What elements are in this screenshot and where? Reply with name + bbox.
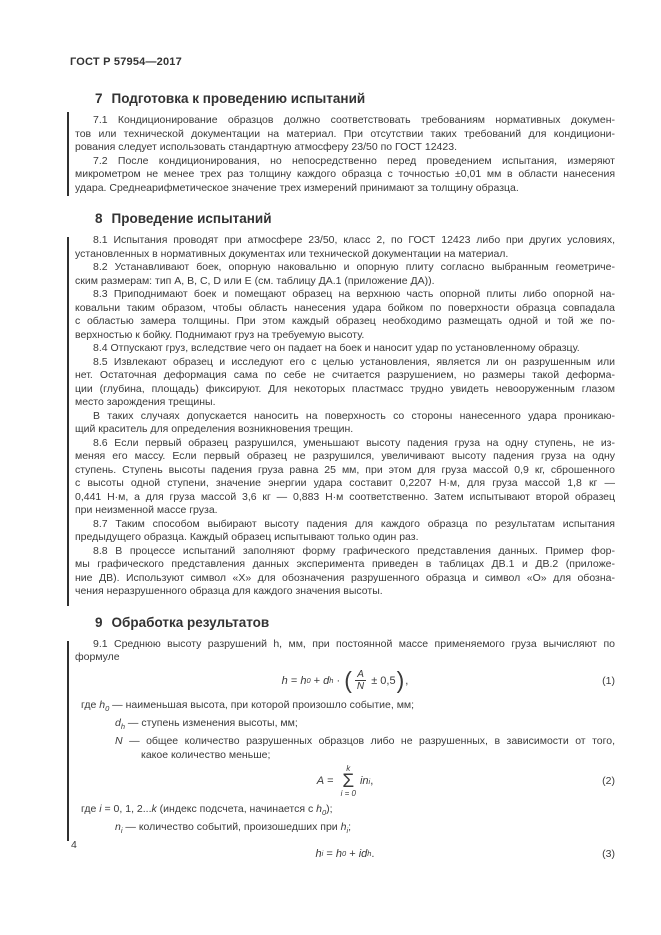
paragraph-line: 9.1 Среднюю высоту разрушений h, мм, при постоянной массе применяемого груза вычисляют по bbox=[93, 637, 615, 650]
section-heading-9: 9 Обработка результатов bbox=[95, 614, 270, 630]
section-9 bbox=[75, 615, 615, 867]
paragraph-line: мы графического представления данных эксперимента приведен в таблицах ДВ.1 и ДВ.2 (приложе- bbox=[75, 558, 615, 570]
paragraph bbox=[75, 545, 615, 599]
formula-body: A = k Σ i = 0 i n i , bbox=[316, 763, 374, 798]
where-list bbox=[75, 698, 615, 762]
section-7 bbox=[75, 91, 615, 195]
fraction: $\frac{A}{N}$ bbox=[356, 668, 365, 692]
paragraph-line: при неизменной массе груза. bbox=[75, 504, 218, 516]
paragraph-line: В таких случаях допускается наносить на поверхность со стороны нанесенного удара проникаю- bbox=[93, 409, 615, 422]
paragraph bbox=[75, 437, 615, 518]
paragraph-line: установленных в нормативных документах или технической документации на материал. bbox=[75, 247, 509, 260]
paragraph-line: 8.4 Отпускают груз, вследствие чего он падает на боек и наносит удар по установленному образцу. bbox=[93, 342, 580, 354]
change-bar-2 bbox=[67, 237, 69, 606]
where-list bbox=[75, 802, 615, 838]
paragraph-line: 8.3 Приподнимают боек и помещают образец на верхнюю часть опорной плиты либо опорной на- bbox=[93, 288, 615, 300]
paragraph-line: 8.1 Испытания проводят при атмосфере 23/50, класс 2, по ГОСТ 12423 либо при других условиях, bbox=[93, 234, 615, 246]
paragraph bbox=[75, 638, 615, 665]
big-paren: ( bbox=[344, 667, 352, 693]
paragraph-line: с областью замера толщины. При этом каждый образец необходимо размещать одной и той же по- bbox=[75, 315, 615, 327]
paragraph-line: ским размерам: тип A, B, C, D или E (см. таблицу ДА.1 (приложение ДА)). bbox=[75, 274, 435, 287]
paragraph-line: место зарождения трещины. bbox=[75, 396, 216, 408]
paragraph-line: 8.5 Извлекают образец и исследуют его с целью установления, является ли он разрушенным или bbox=[93, 355, 615, 368]
paragraph-line: с высоты одной ступени, значение энергии удара составит 0,2207 Н·м, для груза массой 1,8 кг — bbox=[75, 477, 615, 489]
standard-code-header: ГОСТ Р 57954—2017 bbox=[70, 56, 182, 68]
where-line: где i = 0, 1, 2...k (индекс подсчета, начинается с $h_0$); bbox=[81, 802, 333, 817]
change-bar-1 bbox=[67, 112, 69, 196]
paragraph-line: 7.2 После кондиционирования, но непосредственно перед проведением испытания, измеряют bbox=[93, 154, 615, 167]
formula bbox=[75, 841, 615, 867]
paragraph-line: 8.8 В процессе испытаний заполняют форму графического представления данных. Пример фор- bbox=[93, 544, 615, 557]
paragraph-line: ние ДВ). Используют символ «X» для обозначения разрушенного образца и символ «О» для обозна- bbox=[75, 571, 615, 584]
paragraph-line: 8.6 Если первый образец разрушился, уменьшают высоту падения груза на одну ступень, не из- bbox=[93, 436, 615, 449]
document-body bbox=[75, 91, 615, 871]
paragraph-line: ковальни таким образом, чтобы область нанесения удара бойком по поверхности образца совпадала bbox=[75, 301, 615, 314]
big-paren: ) bbox=[396, 667, 405, 693]
formula bbox=[75, 765, 615, 798]
paragraph bbox=[75, 261, 615, 288]
paragraph bbox=[75, 234, 615, 261]
formula-body: h i = h 0 + id h . bbox=[315, 847, 375, 860]
where-line: N — общее количество разрушенных образцов либо не разрушенных, в зависимости от того, bbox=[115, 734, 615, 747]
paragraph-line: 0,441 Н·м, а для груза массой 3,6 кг — 0,883 Н·м соответственно. Затем испытывают второй образец bbox=[75, 490, 615, 503]
paragraph-line: предыдущего образца. Каждый образец испытывают только один раз. bbox=[75, 531, 419, 543]
page-number: 4 bbox=[71, 839, 77, 851]
paragraph bbox=[75, 342, 615, 356]
paragraph-line: нет. Остаточная деформация сама по себе не считается разрушением, но размеры такой деформа- bbox=[75, 369, 615, 381]
paragraph bbox=[75, 288, 615, 342]
formula-body: h = h 0 + d h · ( $\frac{A}{N}$ ± 0,5 ) , bbox=[281, 667, 409, 693]
summation-sign: k Σ i = 0 bbox=[340, 763, 356, 798]
change-bar-3 bbox=[67, 641, 69, 841]
formula bbox=[75, 668, 615, 694]
paragraph-line: верхностью к бойку. Поднимают груз на требуемую высоту. bbox=[75, 328, 365, 341]
paragraph-line: удара. Среднеарифметическое значение трех измерений принимают за толщину образца. bbox=[75, 181, 519, 194]
paragraph bbox=[75, 155, 615, 196]
paragraph-line: рования следует использовать стандартную атмосферу 23/50 по ГОСТ 12423. bbox=[75, 141, 457, 153]
paragraph-line: 8.7 Таким способом выбирают высоту падения для каждого образца по результатам испытания bbox=[93, 517, 615, 530]
where-line: где $h_0$ — наименьшая высота, при которой произошло событие, мм; bbox=[81, 698, 415, 713]
paragraph-line: тов или технической документации на материал. При отсутствии таких требований для кондициони- bbox=[75, 127, 615, 140]
where-line: $n_i$ — количество событий, произошедших при $h_i$; bbox=[115, 820, 352, 835]
formula-number: (2) bbox=[602, 775, 615, 788]
paragraph-line: 7.1 Кондиционирование образцов должно соответствовать требованиям нормативных докумен- bbox=[93, 114, 615, 126]
paragraph-line: 8.2 Устанавливают боек, опорную наковальню и опорную плиту согласно выбранным геометриче- bbox=[93, 261, 615, 273]
paragraph bbox=[75, 114, 615, 155]
paragraph bbox=[75, 356, 615, 410]
formula-number: (1) bbox=[602, 674, 615, 687]
section-heading-8: 8 Проведение испытаний bbox=[95, 211, 272, 226]
where-line: какое количество меньше; bbox=[141, 748, 271, 761]
paragraph-line: ступень. Ступень высоты падения груза равна 25 мм, при этом для груза массой 0,9 кг, сброшенного bbox=[75, 463, 615, 476]
where-line: $d_h$ — ступень изменения высоты, мм; bbox=[115, 716, 298, 731]
formula-number: (3) bbox=[602, 847, 615, 860]
paragraph-line: ции (глубина, площадь) фиксируют. Для некоторых пластмасс трудно увидеть невооруженным глазом bbox=[75, 382, 615, 395]
paragraph-line: формуле bbox=[75, 651, 120, 663]
paragraph-line: чения неразрушенного образца для каждого значения высоты. bbox=[75, 585, 383, 597]
paragraph-line: микрометром не менее трех раз толщину каждого образца с точностью ±0,01 мм в области нанесения bbox=[75, 168, 615, 180]
paragraph-line: меняя его массу. Если первый образец не разрушился, увеличивают высоту падения груза на одну bbox=[75, 450, 615, 462]
paragraph bbox=[75, 410, 615, 437]
section-heading-7: 7 Подготовка к проведению испытаний bbox=[95, 91, 366, 106]
paragraph bbox=[75, 518, 615, 545]
section-8 bbox=[75, 211, 615, 599]
paragraph-line: щий краситель для определения возникновения трещин. bbox=[75, 423, 354, 435]
